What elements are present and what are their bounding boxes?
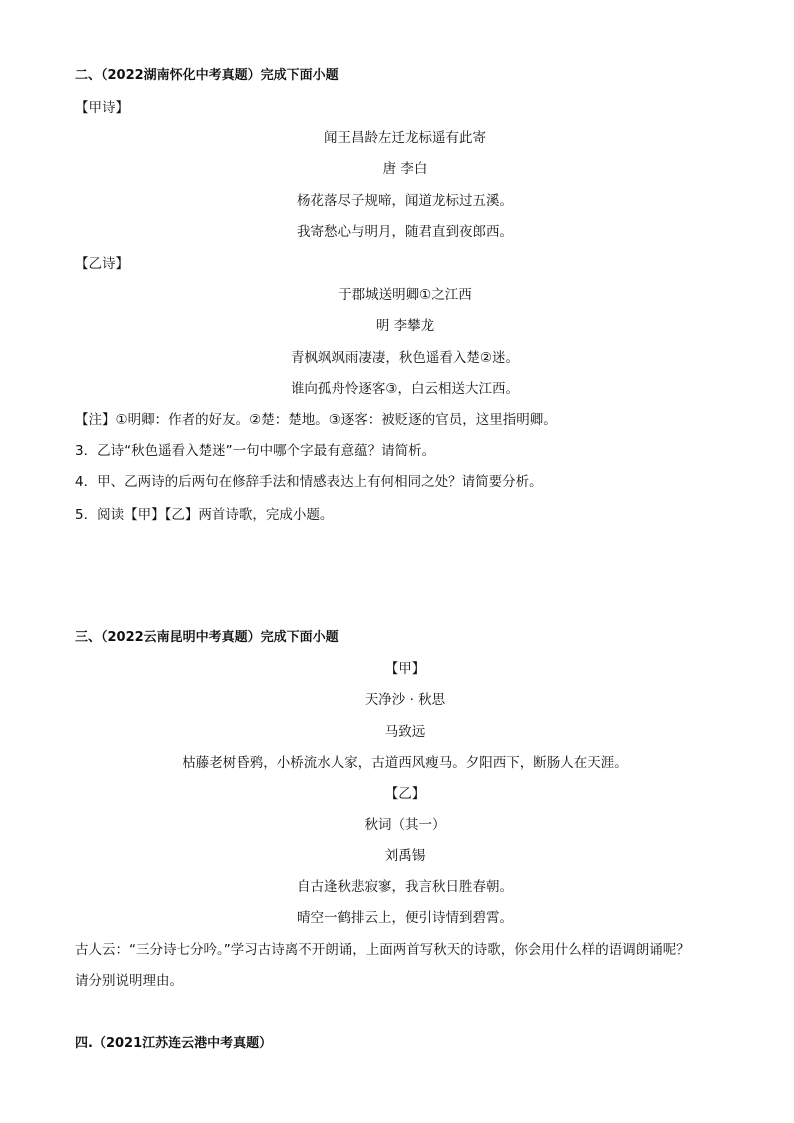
poem-yi-line-2: 晴空一鹤排云上，便引诗情到碧霄。 — [297, 910, 513, 926]
poem-jia-text: 枯藤老树昏鸦，小桥流水人家，古道西风瘦马。夕阳西下，断肠人在天涯。 — [182, 755, 628, 771]
section-3-heading: 三、（2022云南昆明中考真题）完成下面小题 — [75, 630, 339, 645]
section-4-heading: 四.（2021江苏连云港中考真题） — [75, 1036, 273, 1051]
poem-jia-label: 【甲】 — [384, 661, 426, 677]
poem-yi-line-1: 自古逢秋悲寂寥，我言秋日胜春朝。 — [297, 879, 513, 895]
poem-jia-label: 【甲诗】 — [75, 100, 129, 116]
poem-yi-label: 【乙】 — [384, 786, 426, 802]
poem-jia-title: 闻王昌龄左迁龙标遥有此寄 — [324, 130, 486, 146]
question-text-line-2: 请分别说明理由。 — [75, 973, 183, 989]
poem-jia-author: 马致远 — [384, 724, 426, 740]
question-5: 5．阅读【甲】【乙】两首诗歌，完成小题。 — [75, 507, 334, 523]
question-3: 3．乙诗“秋色遥看入楚迷”一句中哪个字最有意蕴？请简析。 — [75, 443, 436, 459]
poem-yi-title: 秋词（其一） — [364, 817, 446, 833]
poem-jia-line-1: 杨花落尽子规啼，闻道龙标过五溪。 — [297, 193, 513, 209]
poem-jia-line-2: 我寄愁心与明月，随君直到夜郎西。 — [297, 224, 513, 240]
poem-jia-title: 天净沙 · 秋思 — [364, 692, 446, 708]
question-text-line-1: 古人云：“三分诗七分吟。”学习古诗离不开朗诵，上面两首写秋天的诗歌，你会用什么样的语调朗诵呢？ — [75, 942, 690, 958]
poem-yi-line-2: 谁向孤舟怜逐客③，白云相送大江西。 — [290, 381, 520, 397]
poem-yi-author: 刘禹锡 — [384, 848, 426, 864]
poem-yi-line-1: 青枫飒飒雨凄凄，秋色遥看入楚②迷。 — [290, 350, 520, 366]
poem-note: 【注】①明卿：作者的好友。②楚：楚地。③逐客：被贬逐的官员，这里指明卿。 — [75, 412, 557, 428]
poem-jia-author: 唐 李白 — [382, 161, 428, 177]
poem-yi-title: 于郡城送明卿①之江西 — [338, 287, 472, 303]
section-2-heading: 二、（2022湖南怀化中考真题）完成下面小题 — [75, 68, 339, 83]
poem-yi-label: 【乙诗】 — [75, 256, 129, 272]
question-4: 4．甲、乙两诗的后两句在修辞手法和情感表达上有何相同之处？请简要分析。 — [75, 474, 543, 490]
poem-yi-author: 明 李攀龙 — [375, 318, 435, 334]
